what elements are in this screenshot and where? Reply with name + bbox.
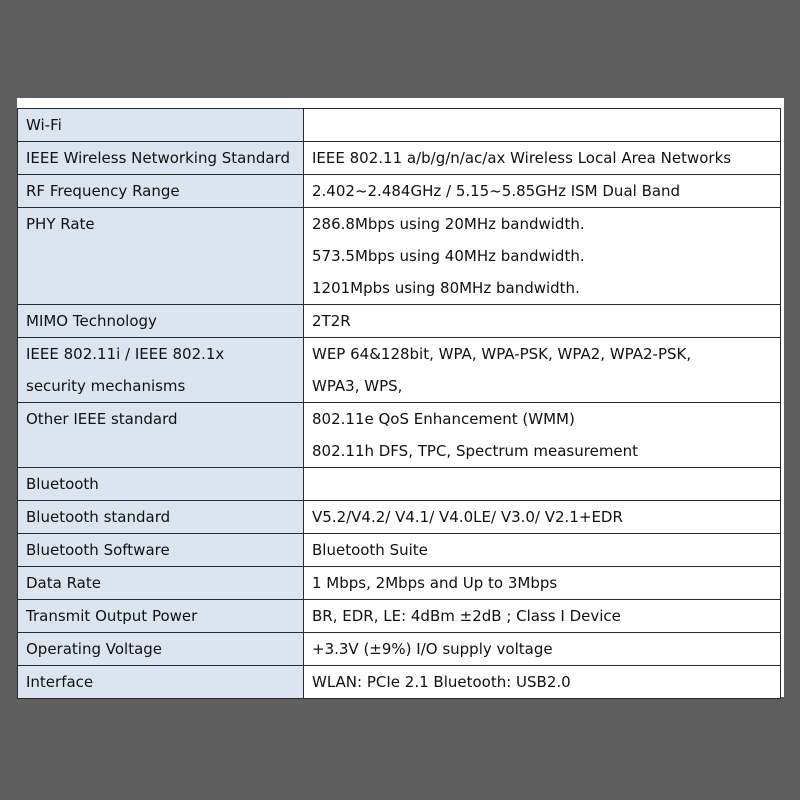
table-row [18,666,781,699]
spec-value: 802.11h DFS, TPC, Spectrum measurement [312,442,639,460]
spec-value: 802.11e QoS Enhancement (WMM) [312,410,575,428]
spec-label-cell [18,208,304,305]
spec-label: security mechanisms [26,377,186,395]
spec-value-cell [304,666,781,699]
table-row [18,534,781,567]
spec-label-cell [18,600,304,633]
spec-value-cell [304,175,781,208]
spec-label-cell [18,403,304,468]
spec-label-cell [18,175,304,208]
spec-table [17,108,781,699]
table-row [18,305,781,338]
spec-value: 2.402~2.484GHz / 5.15~5.85GHz ISM Dual Band [312,182,681,200]
table-row [18,142,781,175]
spec-value-cell [304,305,781,338]
table-row [18,338,781,403]
spec-label: Other IEEE standard [26,410,178,428]
spec-label-cell [18,142,304,175]
spec-label: RF Frequency Range [26,182,180,200]
spec-label-cell [18,468,304,501]
spec-sheet [17,98,784,697]
spec-value-cell [304,600,781,633]
table-row [18,468,781,501]
spec-value-cell [304,633,781,666]
spec-value: 1201Mpbs using 80MHz bandwidth. [312,279,580,297]
table-row [18,208,781,305]
spec-label-cell [18,567,304,600]
spec-value-cell [304,109,781,142]
spec-value: BR, EDR, LE: 4dBm ±2dB ; Class I Device [312,607,621,625]
spec-value-cell [304,403,781,468]
spec-label: Interface [26,673,94,691]
spec-label: Bluetooth standard [26,508,171,526]
spec-value [312,468,772,500]
spec-value: IEEE 802.11 a/b/g/n/ac/ax Wireless Local Area Networks [312,149,732,167]
spec-label: Bluetooth [26,475,99,493]
spec-value: V5.2/V4.2/ V4.1/ V4.0LE/ V3.0/ V2.1+EDR [312,508,623,526]
spec-value [312,109,772,141]
spec-label-cell [18,501,304,534]
spec-table-body [18,109,781,699]
table-row [18,600,781,633]
table-row [18,175,781,208]
table-row [18,567,781,600]
spec-value: WLAN: PCIe 2.1 Bluetooth: USB2.0 [312,673,571,691]
spec-label: Operating Voltage [26,640,163,658]
spec-label: Bluetooth Software [26,541,170,559]
spec-value: +3.3V (±9%) I/O supply voltage [312,640,553,658]
spec-label: IEEE Wireless Networking Standard [26,149,290,167]
spec-value: Bluetooth Suite [312,541,428,559]
spec-label-cell [18,534,304,567]
spec-label-cell [18,633,304,666]
spec-label: PHY Rate [26,215,95,233]
spec-label-cell [18,109,304,142]
spec-label: MIMO Technology [26,312,157,330]
spec-label-cell [18,305,304,338]
spec-value: 286.8Mbps using 20MHz bandwidth. [312,215,585,233]
table-row [18,501,781,534]
spec-label-cell [18,666,304,699]
spec-value-cell [304,338,781,403]
table-row [18,403,781,468]
spec-value: 1 Mbps, 2Mbps and Up to 3Mbps [312,574,558,592]
spec-label: Wi-Fi [26,116,62,134]
spec-value-cell [304,534,781,567]
spec-value-cell [304,567,781,600]
spec-value-cell [304,501,781,534]
table-row [18,633,781,666]
spec-label: IEEE 802.11i / IEEE 802.1x [26,345,225,363]
spec-label-cell [18,338,304,403]
spec-value: 2T2R [312,312,351,330]
spec-label: Transmit Output Power [26,607,198,625]
spec-value-cell [304,208,781,305]
spec-label: Data Rate [26,574,101,592]
spec-value: WEP 64&128bit, WPA, WPA-PSK, WPA2, WPA2-PSK, [312,345,692,363]
table-row [18,109,781,142]
spec-value-cell [304,142,781,175]
spec-value-cell [304,468,781,501]
spec-value: WPA3, WPS, [312,377,403,395]
spec-value: 573.5Mbps using 40MHz bandwidth. [312,247,585,265]
